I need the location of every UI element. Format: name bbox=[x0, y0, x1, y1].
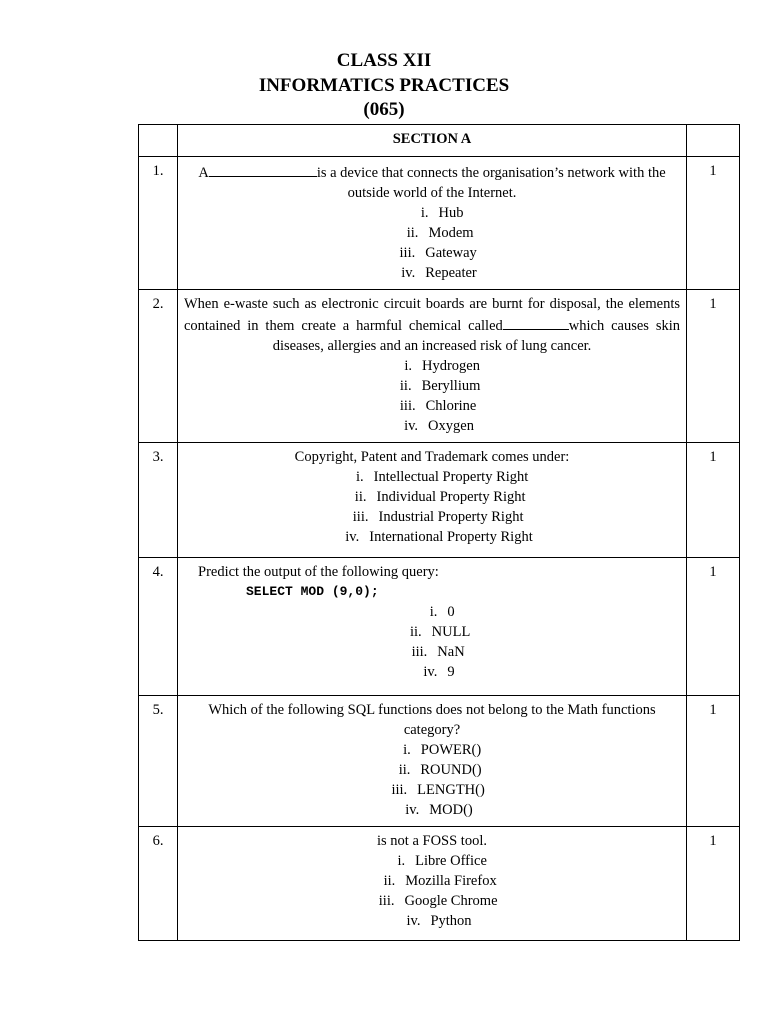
option bbox=[184, 871, 680, 891]
option bbox=[184, 851, 680, 871]
option bbox=[184, 911, 680, 931]
option-roman: iv. bbox=[423, 664, 438, 680]
question-text: is not a FOSS tool. bbox=[377, 833, 487, 849]
question-content bbox=[178, 290, 687, 443]
option-roman: i. bbox=[404, 358, 412, 374]
question-number: 2. bbox=[139, 290, 178, 443]
option-text: Chlorine bbox=[425, 398, 477, 414]
question-row-4 bbox=[139, 558, 740, 696]
option-text: Gateway bbox=[425, 245, 477, 261]
option bbox=[184, 396, 680, 416]
option-text: Industrial Property Right bbox=[378, 509, 524, 525]
option-roman: i. bbox=[403, 742, 411, 758]
option-roman: ii. bbox=[383, 873, 396, 889]
option-text: POWER() bbox=[420, 742, 482, 758]
option bbox=[184, 760, 680, 780]
option-roman: iii. bbox=[391, 782, 408, 798]
option bbox=[184, 740, 680, 760]
option-roman: ii. bbox=[406, 225, 419, 241]
option bbox=[184, 507, 680, 527]
option-text: Modem bbox=[428, 225, 474, 241]
option bbox=[184, 243, 680, 263]
option-roman: i. bbox=[397, 853, 406, 869]
question-marks: 1 bbox=[687, 290, 740, 443]
question-row-3 bbox=[139, 443, 740, 558]
option-roman: iv. bbox=[404, 418, 419, 434]
fill-in-blank bbox=[503, 314, 569, 330]
option-text: Intellectual Property Right bbox=[373, 469, 529, 485]
class-heading: CLASS XII bbox=[336, 50, 432, 71]
option-roman: i. bbox=[429, 604, 438, 620]
option-text: Hub bbox=[438, 205, 464, 221]
option-text: Google Chrome bbox=[404, 893, 498, 909]
section-row bbox=[139, 125, 740, 157]
option bbox=[184, 780, 680, 800]
option bbox=[184, 800, 680, 820]
question-text: Which of the following SQL functions does not belong to the Math functions category? bbox=[208, 702, 656, 738]
question-number: 1. bbox=[139, 157, 178, 290]
section-marks-cell bbox=[687, 125, 740, 157]
option-text: Repeater bbox=[425, 265, 477, 281]
option-text: Oxygen bbox=[428, 418, 474, 434]
option-text: NULL bbox=[431, 624, 471, 640]
question-text bbox=[184, 294, 680, 356]
option-text: Libre Office bbox=[415, 853, 487, 869]
question-text: Copyright, Patent and Trademark comes under: bbox=[294, 449, 570, 465]
option bbox=[184, 356, 680, 376]
question-text: Predict the output of the following query: bbox=[198, 564, 439, 580]
options-list bbox=[184, 467, 680, 547]
option-text: NaN bbox=[437, 644, 465, 660]
question-content bbox=[178, 443, 687, 558]
option-text: Hydrogen bbox=[422, 358, 480, 374]
question-marks: 1 bbox=[687, 696, 740, 827]
option-text: Individual Property Right bbox=[376, 489, 526, 505]
option-text: Python bbox=[430, 913, 472, 929]
question-text-end: which causes skin diseases, allergies and an increased risk of lung cancer. bbox=[272, 318, 681, 354]
question-row-6 bbox=[139, 827, 740, 941]
options-list bbox=[184, 602, 680, 682]
option-text: MOD() bbox=[429, 802, 473, 818]
question-content bbox=[178, 558, 687, 696]
option bbox=[184, 891, 680, 911]
fill-in-blank bbox=[209, 161, 317, 177]
question-marks: 1 bbox=[687, 443, 740, 558]
options-list bbox=[184, 851, 680, 931]
option-text: ROUND() bbox=[420, 762, 482, 778]
option bbox=[184, 487, 680, 507]
question-number: 5. bbox=[139, 696, 178, 827]
sql-query: SELECT MOD (9,0); bbox=[246, 584, 379, 599]
question-row-2 bbox=[139, 290, 740, 443]
section-title: SECTION A bbox=[178, 125, 687, 157]
question-marks: 1 bbox=[687, 827, 740, 941]
question-content bbox=[178, 696, 687, 827]
options-list bbox=[184, 356, 680, 436]
question-number: 4. bbox=[139, 558, 178, 696]
question-row-1 bbox=[139, 157, 740, 290]
option-text: LENGTH() bbox=[417, 782, 485, 798]
option-roman: ii. bbox=[354, 489, 367, 505]
option-roman: iv. bbox=[406, 913, 421, 929]
option-roman: iii. bbox=[399, 245, 416, 261]
option bbox=[184, 203, 680, 223]
option-roman: iii. bbox=[411, 644, 428, 660]
option-text: Beryllium bbox=[421, 378, 481, 394]
option-roman: ii. bbox=[399, 378, 412, 394]
option-roman: iv. bbox=[345, 529, 360, 545]
option bbox=[184, 467, 680, 487]
option bbox=[184, 376, 680, 396]
question-marks: 1 bbox=[687, 558, 740, 696]
option-roman: iii. bbox=[378, 893, 395, 909]
option-text: Mozilla Firefox bbox=[405, 873, 497, 889]
option bbox=[184, 622, 680, 642]
question-number: 6. bbox=[139, 827, 178, 941]
option bbox=[184, 223, 680, 243]
question-text-start: When e-waste such as electronic circuit boards are burnt for disposal, the elements contained in them create a harmful chemical called bbox=[184, 296, 680, 334]
option-roman: iii. bbox=[399, 398, 416, 414]
option bbox=[184, 602, 680, 622]
question-marks: 1 bbox=[687, 157, 740, 290]
question-number: 3. bbox=[139, 443, 178, 558]
question-content bbox=[178, 827, 687, 941]
question-table bbox=[138, 124, 740, 941]
section-number-cell bbox=[139, 125, 178, 157]
question-content bbox=[178, 157, 687, 290]
question-text-end: is a device that connects the organisation’s network with the outside world of the Internet. bbox=[316, 165, 666, 201]
option-roman: ii. bbox=[409, 624, 422, 640]
option bbox=[184, 416, 680, 436]
option-text: 0 bbox=[447, 604, 455, 620]
option bbox=[184, 662, 680, 682]
options-list bbox=[184, 203, 680, 283]
subject-heading: INFORMATICS PRACTICES bbox=[258, 75, 510, 96]
option-roman: iv. bbox=[405, 802, 420, 818]
option-roman: iv. bbox=[401, 265, 416, 281]
option bbox=[184, 527, 680, 547]
options-list bbox=[184, 740, 680, 820]
subject-code: (065) bbox=[363, 99, 405, 120]
option-roman: ii. bbox=[398, 762, 411, 778]
option-roman: iii. bbox=[352, 509, 369, 525]
option-text: International Property Right bbox=[369, 529, 533, 545]
option-text: 9 bbox=[447, 664, 455, 680]
question-row-5 bbox=[139, 696, 740, 827]
question-text bbox=[184, 161, 680, 203]
option bbox=[184, 263, 680, 283]
question-text-start: A bbox=[198, 165, 209, 181]
option-roman: i. bbox=[356, 469, 364, 485]
option bbox=[184, 642, 680, 662]
option-roman: i. bbox=[420, 205, 429, 221]
